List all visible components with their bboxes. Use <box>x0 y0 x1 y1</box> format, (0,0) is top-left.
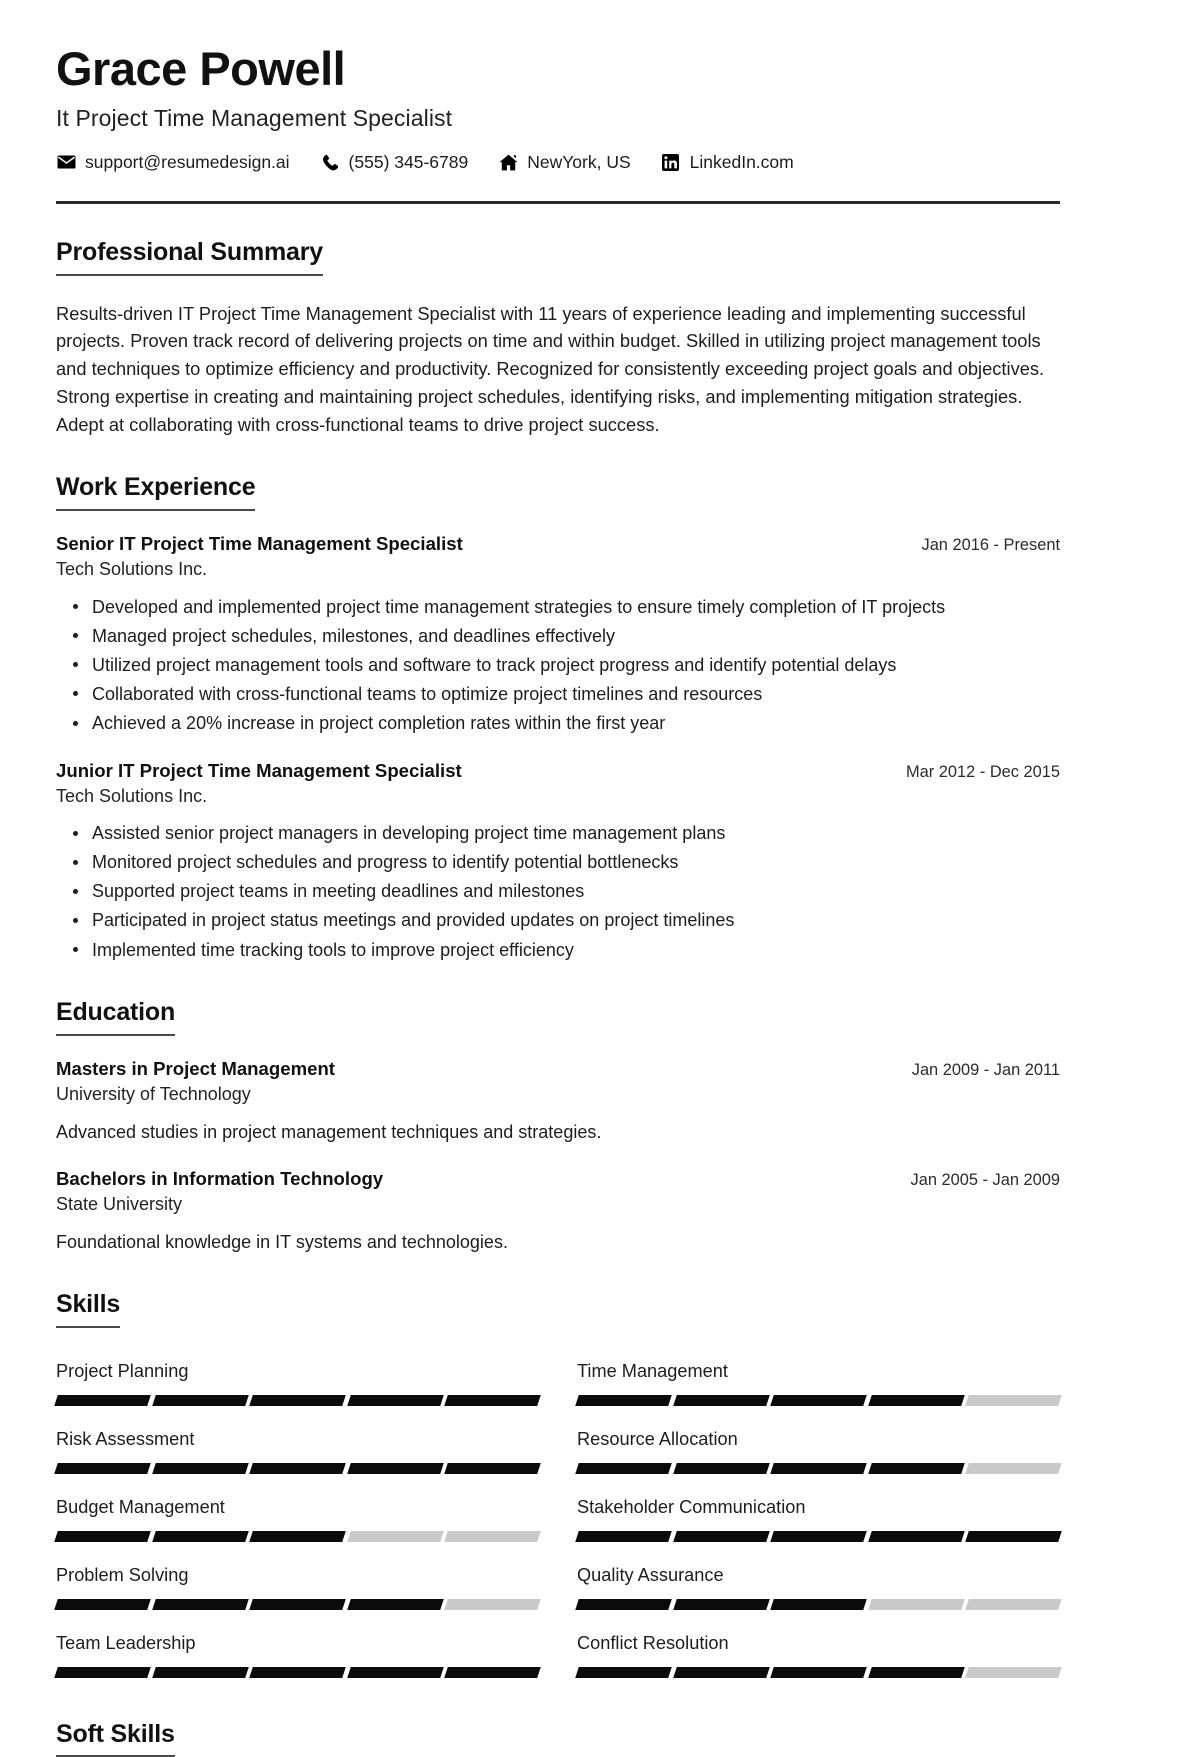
skill-level-segment <box>868 1667 964 1678</box>
skill-level-segment <box>575 1599 671 1610</box>
section-title-experience: Work Experience <box>56 473 255 511</box>
experience-entry-head <box>56 760 1060 782</box>
skill-level-segment <box>770 1531 866 1542</box>
skill-level-segment <box>152 1667 248 1678</box>
skill-level-segment <box>770 1667 866 1678</box>
skill-level-segment <box>445 1531 541 1542</box>
skill-item <box>577 1486 1060 1554</box>
skill-level-segment <box>347 1395 443 1406</box>
header-divider <box>56 201 1060 204</box>
experience-date-range: Jan 2016 - Present <box>921 536 1060 555</box>
list-item: Assisted senior project managers in developing project time management plans <box>92 819 1060 848</box>
skill-level-segment <box>575 1531 671 1542</box>
skill-level-segment <box>152 1531 248 1542</box>
experience-entry-head <box>56 533 1060 555</box>
skill-level-segment <box>152 1463 248 1474</box>
education-degree: Masters in Project Management <box>56 1057 335 1079</box>
skill-level-segment <box>966 1599 1062 1610</box>
education-description: Advanced studies in project management techniques and strategies. <box>56 1121 602 1142</box>
skills-grid <box>56 1350 1060 1690</box>
skill-level-segment <box>673 1667 769 1678</box>
skill-level-segment <box>152 1599 248 1610</box>
section-work-experience <box>56 473 1060 964</box>
experience-job-title: Senior IT Project Time Management Specialist <box>56 533 463 555</box>
skill-label: Conflict Resolution <box>577 1632 729 1653</box>
contact-email-label: support@resumedesign.ai <box>85 151 290 172</box>
skill-label: Time Management <box>577 1360 728 1381</box>
list-item: Participated in project status meetings and provided updates on project timelines <box>92 906 1060 935</box>
section-title-education: Education <box>56 998 175 1036</box>
candidate-name: Grace Powell <box>56 42 346 95</box>
section-professional-summary <box>56 238 1060 440</box>
skill-level-segment <box>770 1395 866 1406</box>
skill-label: Budget Management <box>56 1496 225 1517</box>
skill-level-segment <box>445 1599 541 1610</box>
skill-level-segment <box>54 1463 150 1474</box>
skill-level-segment <box>54 1395 150 1406</box>
skill-level-segment <box>966 1395 1062 1406</box>
skill-level-bar <box>577 1667 1060 1678</box>
contact-linkedin[interactable] <box>661 152 794 173</box>
skill-item <box>577 1350 1060 1418</box>
section-title-skills: Skills <box>56 1290 120 1328</box>
skill-level-segment <box>673 1531 769 1542</box>
skill-level-segment <box>868 1463 964 1474</box>
skill-label: Resource Allocation <box>577 1428 738 1449</box>
skill-level-segment <box>868 1531 964 1542</box>
section-education <box>56 998 1060 1256</box>
experience-company: Tech Solutions Inc. <box>56 559 208 580</box>
list-item: Supported project teams in meeting deadlines and milestones <box>92 877 1060 906</box>
skill-level-bar <box>56 1463 539 1474</box>
skill-label: Team Leadership <box>56 1632 196 1653</box>
skill-level-segment <box>445 1395 541 1406</box>
contact-location[interactable] <box>498 152 630 173</box>
section-title-soft-skills: Soft Skills <box>56 1720 175 1757</box>
skill-level-bar <box>56 1599 539 1610</box>
skill-level-segment <box>575 1667 671 1678</box>
contact-linkedin-label: LinkedIn.com <box>689 151 794 172</box>
skill-level-segment <box>673 1599 769 1610</box>
section-skills <box>56 1290 1060 1690</box>
skill-level-segment <box>868 1395 964 1406</box>
skill-label: Risk Assessment <box>56 1428 195 1449</box>
skill-level-segment <box>347 1667 443 1678</box>
summary-text: Results-driven IT Project Time Management Specialist with 11 years of experience leading and implementing successful projects. Proven track record of delivering projects on time and within budget. Skilled in utilizing project management tools and techniques to optimize efficiency and productivity. Recognized for consistently exceeding project goals and objectives. Strong expertise in creating and maintaining project schedules, identifying risks, and implementing mitigation strategies. Adept at collaborating with cross-functional teams to drive project success. <box>56 302 1045 436</box>
list-item: Monitored project schedules and progress to identify potential bottlenecks <box>92 848 1060 877</box>
skill-level-segment <box>770 1463 866 1474</box>
section-title-summary: Professional Summary <box>56 238 323 276</box>
list-item: Developed and implemented project time management strategies to ensure timely completion of IT projects <box>92 592 1060 621</box>
skill-level-segment <box>249 1531 345 1542</box>
skill-level-segment <box>966 1667 1062 1678</box>
experience-company: Tech Solutions Inc. <box>56 785 208 806</box>
skill-item <box>56 1418 539 1486</box>
experience-date-range: Mar 2012 - Dec 2015 <box>906 762 1060 781</box>
education-institution: State University <box>56 1193 183 1214</box>
skill-level-bar <box>577 1395 1060 1406</box>
skill-item <box>56 1554 539 1622</box>
skill-level-segment <box>54 1599 150 1610</box>
skill-item <box>56 1350 539 1418</box>
skill-level-segment <box>575 1395 671 1406</box>
experience-bullet-list <box>56 819 1060 964</box>
education-degree: Bachelors in Information Technology <box>56 1167 384 1189</box>
education-entry <box>56 1058 1060 1146</box>
skill-level-bar <box>577 1463 1060 1474</box>
home-icon <box>498 153 518 171</box>
skill-level-segment <box>249 1667 345 1678</box>
list-item: Implemented time tracking tools to improve project efficiency <box>92 935 1060 964</box>
education-date-range: Jan 2005 - Jan 2009 <box>910 1170 1060 1189</box>
skill-level-segment <box>966 1531 1062 1542</box>
skill-level-segment <box>673 1463 769 1474</box>
skill-item <box>577 1622 1060 1690</box>
section-soft-skills <box>56 1720 1060 1757</box>
skill-level-segment <box>445 1667 541 1678</box>
skill-level-bar <box>56 1667 539 1678</box>
skill-level-segment <box>152 1395 248 1406</box>
skill-level-bar <box>56 1395 539 1406</box>
skill-level-segment <box>54 1667 150 1678</box>
contact-row <box>56 152 1060 173</box>
skill-level-segment <box>445 1463 541 1474</box>
skill-label: Project Planning <box>56 1360 189 1381</box>
education-description: Foundational knowledge in IT systems and technologies. <box>56 1231 508 1252</box>
envelope-icon <box>56 153 76 171</box>
skill-level-segment <box>347 1531 443 1542</box>
skill-label: Stakeholder Communication <box>577 1496 806 1517</box>
skill-level-segment <box>54 1531 150 1542</box>
skill-level-bar <box>577 1531 1060 1542</box>
experience-job-title: Junior IT Project Time Management Specialist <box>56 759 462 781</box>
contact-location-label: NewYork, US <box>527 151 631 172</box>
skill-level-segment <box>249 1599 345 1610</box>
skill-label: Problem Solving <box>56 1564 189 1585</box>
skill-label: Quality Assurance <box>577 1564 724 1585</box>
contact-phone-label: (555) 345-6789 <box>348 151 469 172</box>
skill-level-bar <box>577 1599 1060 1610</box>
skill-item <box>577 1554 1060 1622</box>
skill-level-segment <box>249 1463 345 1474</box>
skill-level-segment <box>575 1463 671 1474</box>
education-entry-head <box>56 1168 1060 1190</box>
skill-level-segment <box>868 1599 964 1610</box>
skill-item <box>56 1486 539 1554</box>
resume-header <box>56 44 1060 204</box>
contact-email[interactable] <box>56 152 290 173</box>
list-item: Collaborated with cross-functional teams to optimize project timelines and resources <box>92 679 1060 708</box>
skill-level-segment <box>347 1599 443 1610</box>
skill-item <box>56 1622 539 1690</box>
phone-icon <box>320 153 340 171</box>
skill-level-bar <box>56 1531 539 1542</box>
skill-level-segment <box>673 1395 769 1406</box>
education-institution: University of Technology <box>56 1083 251 1104</box>
linkedin-icon <box>661 153 681 171</box>
skill-item <box>577 1418 1060 1486</box>
contact-phone[interactable] <box>320 152 469 173</box>
experience-entry <box>56 533 1060 737</box>
skill-level-segment <box>347 1463 443 1474</box>
skill-level-segment <box>770 1599 866 1610</box>
education-entry <box>56 1168 1060 1256</box>
list-item: Achieved a 20% increase in project completion rates within the first year <box>92 709 1060 738</box>
list-item: Utilized project management tools and software to track project progress and identify potential delays <box>92 650 1060 679</box>
candidate-headline: It Project Time Management Specialist <box>56 104 453 131</box>
skill-level-segment <box>249 1395 345 1406</box>
list-item: Managed project schedules, milestones, and deadlines effectively <box>92 621 1060 650</box>
education-date-range: Jan 2009 - Jan 2011 <box>911 1060 1060 1079</box>
skill-level-segment <box>966 1463 1062 1474</box>
education-entry-head <box>56 1058 1060 1080</box>
experience-bullet-list <box>56 592 1060 737</box>
experience-entry <box>56 760 1060 964</box>
